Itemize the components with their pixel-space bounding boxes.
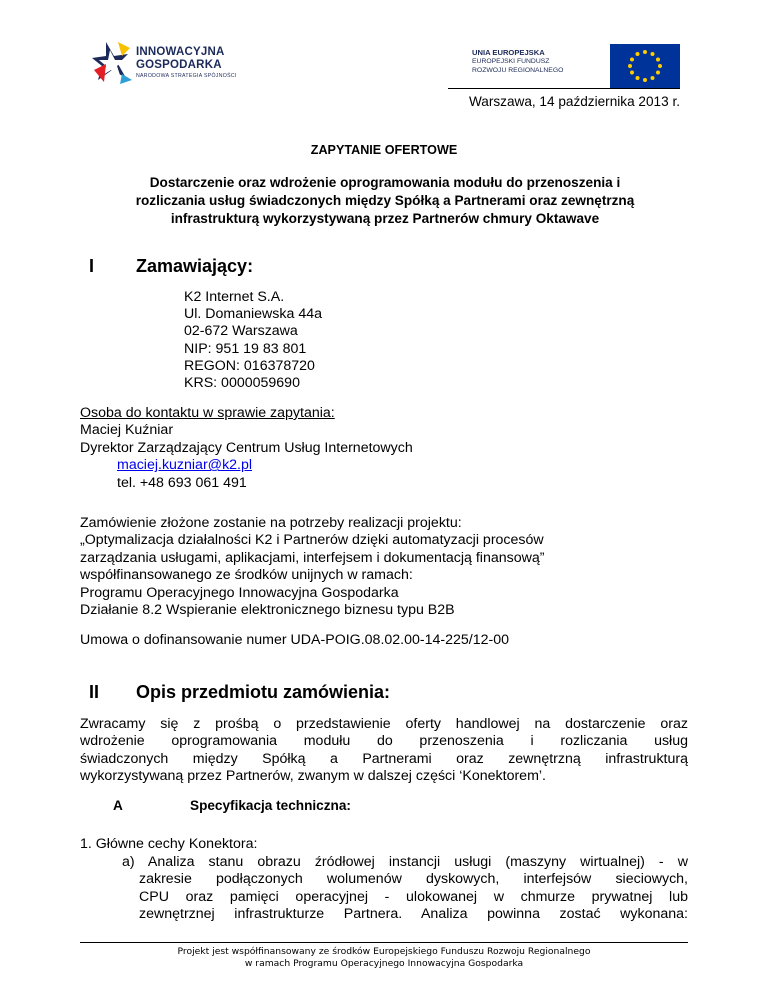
paragraph-line: świadczonych między Spółką a Partnerami oraz zewnętrzną infrastrukturą [80,750,688,767]
section-1-title: Zamawiający: [136,256,254,276]
address-line: NIP: 951 19 83 801 [184,340,307,357]
list-item-1: 1. Główne cechy Konektora: [80,836,258,852]
orderer-address [184,289,322,392]
address-line: K2 Internet S.A. [184,289,285,305]
project-line: współfinansowanego ze środków unijnych w ramach: [80,567,413,584]
contact-role: Dyrektor Zarządzający Centrum Usług Internetowych [80,439,413,456]
eu-flag-icon [610,44,680,88]
footer-line: w ramach Programu Operacyjnego Innowacyjna Gospodarka [244,958,524,969]
project-info [80,515,544,619]
item-a-line: a) Analiza stanu obrazu źródłowej instancji usługi (maszyny wirtualnej) - w [122,854,688,870]
footer-line: Projekt jest współfinansowany ze środków Europejskiego Funduszu Rozwoju Regionalnego [177,946,591,957]
contact-email-link[interactable]: maciej.kuzniar@k2.pl [117,457,253,474]
list-item-a [122,854,688,924]
agreement-number: Umowa o dofinansowanie numer UDA-POIG.08.02.00-14-225/12-00 [80,632,510,648]
item-a-line: zakresie podłączonych wolumenów dyskowych, interfejsów sieciowych, [139,871,688,888]
footer [0,946,768,970]
project-line: Programu Operacyjnego Innowacyjna Gospodarka [80,584,399,601]
item-a-line: CPU oraz pamięci operacyjnej - ulokowanej w chmurze prywatnej lub [139,888,688,905]
section-2-title: Opis przedmiotu zamówienia: [136,682,391,702]
subsection-a-title: Specyfikacja techniczna: [190,798,351,813]
project-line: Działanie 8.2 Wspieranie elektronicznego biznesu typu B2B [80,602,455,619]
document-title: ZAPYTANIE OFERTOWE [310,143,458,157]
project-line: zarządzania usługami, aplikacjami, interfejsem i dokumentacją finansową” [80,549,545,566]
paragraph-line: wykorzystywaną przez Partnerów, zwanym w dalszej części ‘Konektorem’. [80,768,546,785]
paragraph-line: Zwracamy się z prośbą o przedstawienie oferty handlowej na dostarczenie oraz [80,716,688,732]
eu-line1: UNIA EUROPEJSKA [472,48,545,57]
contact-block [80,405,413,492]
section-2-number: II [89,682,100,702]
ig-line2: GOSPODARKA [136,59,222,71]
eu-line2: EUROPEJSKI FUNDUSZ [472,58,550,65]
eu-line3: ROZWOJU REGIONALNEGO [472,67,564,74]
ig-star-icon [92,40,132,84]
subtitle-line: infrastrukturą wykorzystywaną przez Partnerów chmury Oktawave [170,211,600,226]
contact-phone: tel. +48 693 061 491 [117,474,247,491]
project-line: „Optymalizacja działalności K2 i Partnerów dzięki automatyzacji procesów [80,532,544,549]
address-line: Ul. Domaniewska 44a [184,306,322,323]
section-2-paragraph [80,716,688,786]
section-1-number: I [89,256,95,276]
eu-logo [450,44,680,88]
item-a-line: zewnętrznej infrastrukturze Partnera. Analiza powinna zostać wykonana: [139,906,688,923]
subsection-a-letter: A [113,798,123,813]
footer-divider [80,942,688,943]
address-line: REGON: 016378720 [184,357,315,374]
document-date: Warszawa, 14 października 2013 r. [468,94,680,109]
address-line: KRS: 0000059690 [184,375,300,392]
innowacyjna-gospodarka-logo [92,40,292,86]
document-subtitle [90,174,680,228]
subtitle-line: rozliczania usług świadczonych między Spółką a Partnerami oraz zewnętrzną [135,193,635,208]
address-line: 02-672 Warszawa [184,323,298,340]
ig-line1: INNOWACYJNA [136,46,225,58]
contact-heading: Osoba do kontaktu w sprawie zapytania: [80,405,335,421]
project-line: Zamówienie złożone zostanie na potrzeby realizacji projektu: [80,515,462,531]
subtitle-line: Dostarczenie oraz wdrożenie oprogramowania modułu do przenoszenia i [149,175,621,190]
paragraph-line: wdrożenie oprogramowania modułu do przenoszenia i rozliczania usług [80,733,688,750]
header-divider [448,88,680,89]
ig-subline: NARODOWA STRATEGIA SPÓJNOŚCI [136,73,237,79]
contact-name: Maciej Kuźniar [80,422,174,439]
